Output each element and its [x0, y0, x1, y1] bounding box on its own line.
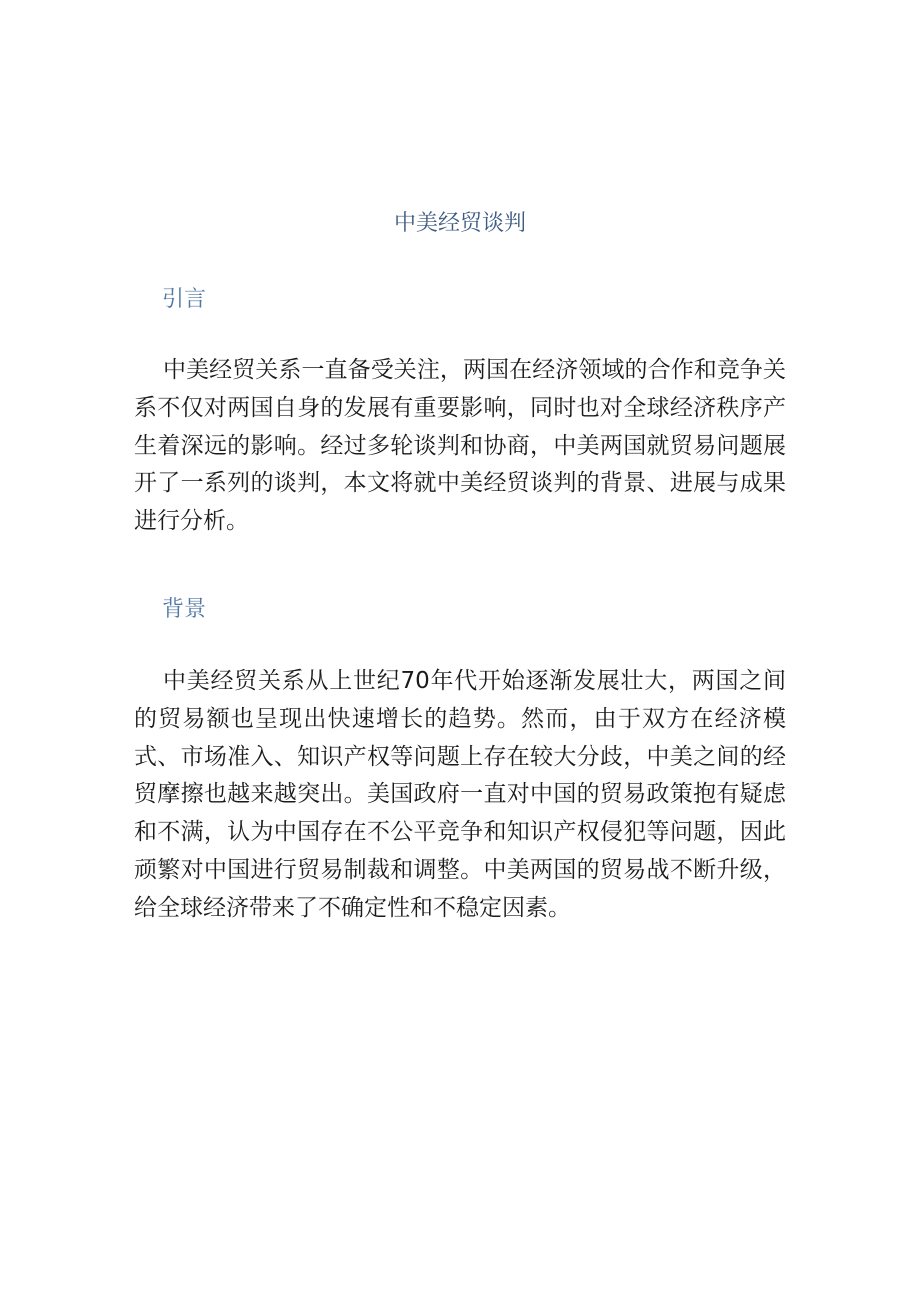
document-title: 中美经贸谈判 — [393, 211, 526, 236]
introduction-paragraph: 中美经贸关系一直备受关注，两国在经济领域的合作和竞争关系不仅对两国自身的发展有重要影响，同时也对全球经济秩序产生着深远的影响。经过多轮谈判和协商，中美两国就贸易问题展开了一系列的谈判，本文将就中美经贸谈判的背景、进展与成果进行分析。 — [134, 357, 786, 535]
section-heading-background: 背景 — [162, 597, 207, 622]
section-heading-introduction: 引言 — [162, 287, 207, 312]
background-paragraph: 中美经贸关系从上世纪70年代开始逐渐发展壮大，两国之间的贸易额也呈现出快速增长的趋势。然而，由于双方在经济模式、市场准入、知识产权等问题上存在较大分歧，中美之间的经贸摩擦也越来越突出。美国政府一直对中国的贸易政策抱有疑虑和不满，认为中国存在不公平竞争和知识产权侵犯等问题，因此顽繁对中国进行贸易制裁和调整。中美两国的贸易战不断升级，给全球经济带来了不确定性和不稳定因素。 — [134, 668, 786, 921]
